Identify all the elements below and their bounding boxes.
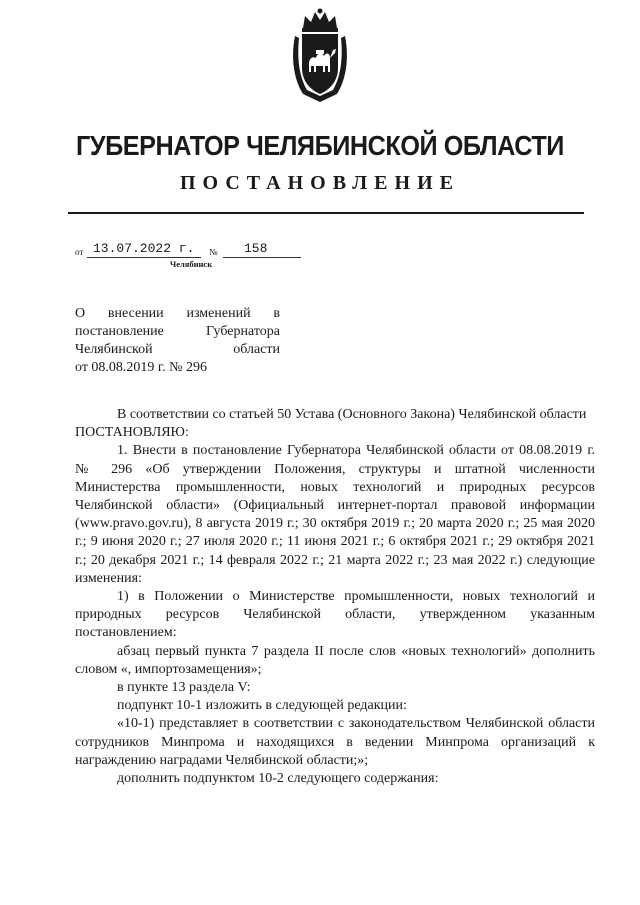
body-paragraph: 1. Внести в постановление Губернатора Челябинской области от 08.08.2019 г. № 296 «Об утверждении Положения, структуры и штатной численности Министерства промышленности, новых технологий и природных ресурсов Челябинской области» (Официальный интернет-портал правовой информации (www.pravo.gov.ru), 8 августа 2019 г.; 30 октября 2019 г.; 20 марта 2020 г.; 25 мая 2020 г.; 9 июня 2020 г.; 27 июля 2020 г.; 11 июня 2021 г.; 6 октября 2021 г.; 29 октября 2021 г.; 20 декабря 2021 г.; 14 февраля 2022 г.; 21 марта 2022 г.; 23 мая 2022 г.) следующие изменения:	[75, 443, 595, 586]
subject-line: Челябинской области	[75, 342, 280, 357]
body-paragraph: в пункте 13 раздела V:	[117, 680, 251, 696]
document-subject	[75, 305, 280, 377]
body-paragraph: подпункт 10-1 изложить в следующей редакции:	[117, 698, 407, 714]
preamble: В соответствии со статьей 50 Устава (Основного Закона) Челябинской области	[117, 407, 587, 422]
body-paragraph: «10-1) представляет в соответствии с законодательством Челябинской области сотрудников Минпрома и находящихся в ведении Минпрома организаций к награждению наградами Челябинской области;»;	[75, 716, 595, 768]
subject-line: от 08.08.2019 г. № 296	[75, 360, 207, 375]
city-label: Челябинск	[170, 259, 213, 269]
body-paragraph: дополнить подпунктом 10-2 следующего содержания:	[117, 771, 439, 787]
document-date: 13.07.2022 г.	[93, 241, 195, 256]
date-underline	[87, 257, 201, 258]
decree-word: ПОСТАНОВЛЯЮ:	[75, 425, 189, 441]
body-paragraph: 1) в Положении о Министерстве промышленности, новых технологий и природных ресурсов Челябинской области, утвержденном указанным постановлением:	[75, 589, 595, 641]
from-label: от	[75, 247, 84, 257]
coat-of-arms-emblem	[289, 6, 351, 106]
document-body	[75, 406, 595, 788]
document-authority-title: ГУБЕРНАТОР ЧЕЛЯБИНСКОЙ ОБЛАСТИ	[76, 130, 564, 161]
number-label: №	[209, 247, 218, 257]
subject-line: О внесении изменений в	[75, 306, 280, 321]
number-underline	[223, 257, 301, 258]
header-divider	[68, 212, 584, 214]
body-paragraph: абзац первый пункта 7 раздела II после слов «новых технологий» дополнить словом «, импортозамещения»;	[75, 643, 595, 677]
subject-line: постановление Губернатора	[75, 324, 280, 339]
document-number: 158	[244, 241, 268, 256]
document-type-title: ПОСТАНОВЛЕНИЕ	[180, 172, 460, 194]
